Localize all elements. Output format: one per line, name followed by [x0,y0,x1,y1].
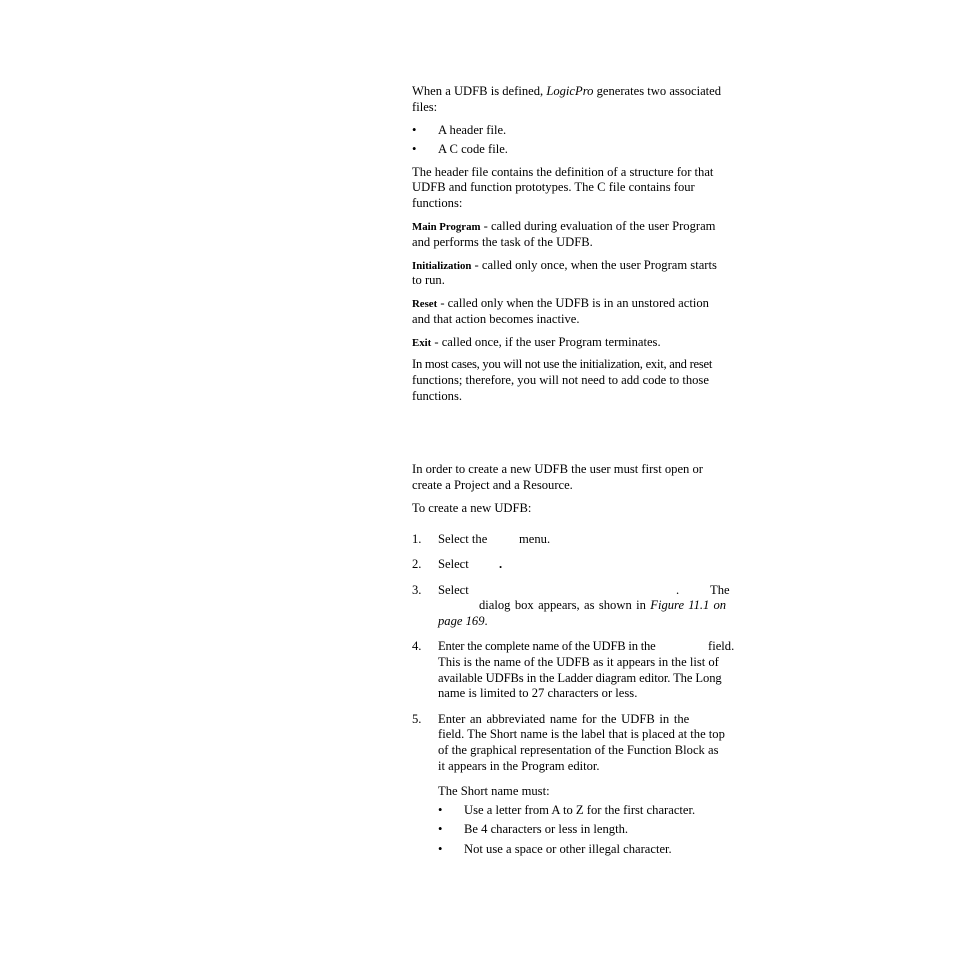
intro-line-1 [412,83,721,99]
paragraph-line: In most cases, you will not use the initialization, exit, and reset [412,357,713,371]
step-3-text-a: Select [438,583,469,597]
function-desc: and performs the task of the UDFB. [412,235,593,249]
step-3-period: . [676,583,680,597]
step-5-line-1: Enter an abbreviated name for the UDFB in the [438,712,690,726]
figure-reference: Figure 11.1 on [650,598,727,612]
step-4-line: available UDFBs in the Ladder diagram editor. The Long [438,671,722,685]
step-2-text-a: Select [438,557,469,571]
function-desc: - called only once, when the user Program starts [471,258,717,272]
list-item: Be 4 characters or less in length. [464,822,629,836]
function-main-program [412,218,715,235]
function-initialization [412,257,717,274]
intro-text: generates two associated [593,84,722,98]
step-3-line-2 [479,597,726,613]
step-number: 1. [412,532,422,546]
step-3-line-3 [438,613,488,629]
function-desc: - called during evaluation of the user Program [480,219,716,233]
function-desc: - called only when the UDFB is in an unstored action [437,296,709,310]
step-number: 5. [412,712,422,726]
bullet-icon: • [438,822,443,836]
step-5-line: of the graphical representation of the Function Block as [438,743,719,757]
step-1-text-a: Select the [438,532,488,546]
step-number: 3. [412,583,422,597]
intro-line-2: files: [412,100,438,114]
product-name: LogicPro [546,84,594,98]
paragraph-line: functions; therefore, you will not need to add code to those [412,373,709,387]
function-desc: and that action becomes inactive. [412,312,580,326]
function-desc: - called once, if the user Program terminates. [431,335,661,349]
paragraph-line: functions. [412,389,463,403]
list-item: Use a letter from A to Z for the first character. [464,803,696,817]
bullet-icon: • [412,142,417,156]
procedure-intro: To create a new UDFB: [412,501,532,515]
step-4-line-1: Enter the complete name of the UDFB in the [438,639,656,653]
step-3-text-d: dialog box appears, as shown in [479,598,651,612]
step-number: 2. [412,557,422,571]
function-name: Initialization [412,260,472,272]
paragraph-line: In order to create a new UDFB the user must first open or [412,462,703,476]
bullet-icon: • [438,842,443,856]
step-2-period: . [499,557,503,571]
step-4-line: This is the name of the UDFB as it appears in the list of [438,655,719,669]
paragraph-line: functions: [412,196,463,210]
list-item: Not use a space or other illegal character. [464,842,672,856]
function-name: Main Program [412,221,481,233]
step-5-line: it appears in the Program editor. [438,759,600,773]
intro-text: When a UDFB is defined, [412,84,547,98]
function-reset [412,295,709,312]
function-desc: to run. [412,273,445,287]
step-1-text-b: menu. [519,532,551,546]
paragraph-line: The header file contains the definition of a structure for that [412,165,714,179]
step-5-line: field. The Short name is the label that is placed at the top [438,727,725,741]
figure-reference-page: page 169 [438,614,485,628]
function-name: Reset [412,298,438,310]
step-3-end: . [484,614,488,628]
function-exit [412,334,661,351]
paragraph-line: create a Project and a Resource. [412,478,573,492]
short-name-intro: The Short name must: [438,784,550,798]
step-4-line: name is limited to 27 characters or less. [438,686,638,700]
function-name: Exit [412,337,432,349]
step-4-field: field. [708,639,735,653]
list-item: A C code file. [438,142,508,156]
bullet-icon: • [438,803,443,817]
paragraph-line: UDFB and function prototypes. The C file contains four [412,180,695,194]
step-3-text-c: The [710,583,730,597]
step-number: 4. [412,639,422,653]
bullet-icon: • [412,123,417,137]
list-item: A header file. [438,123,507,137]
